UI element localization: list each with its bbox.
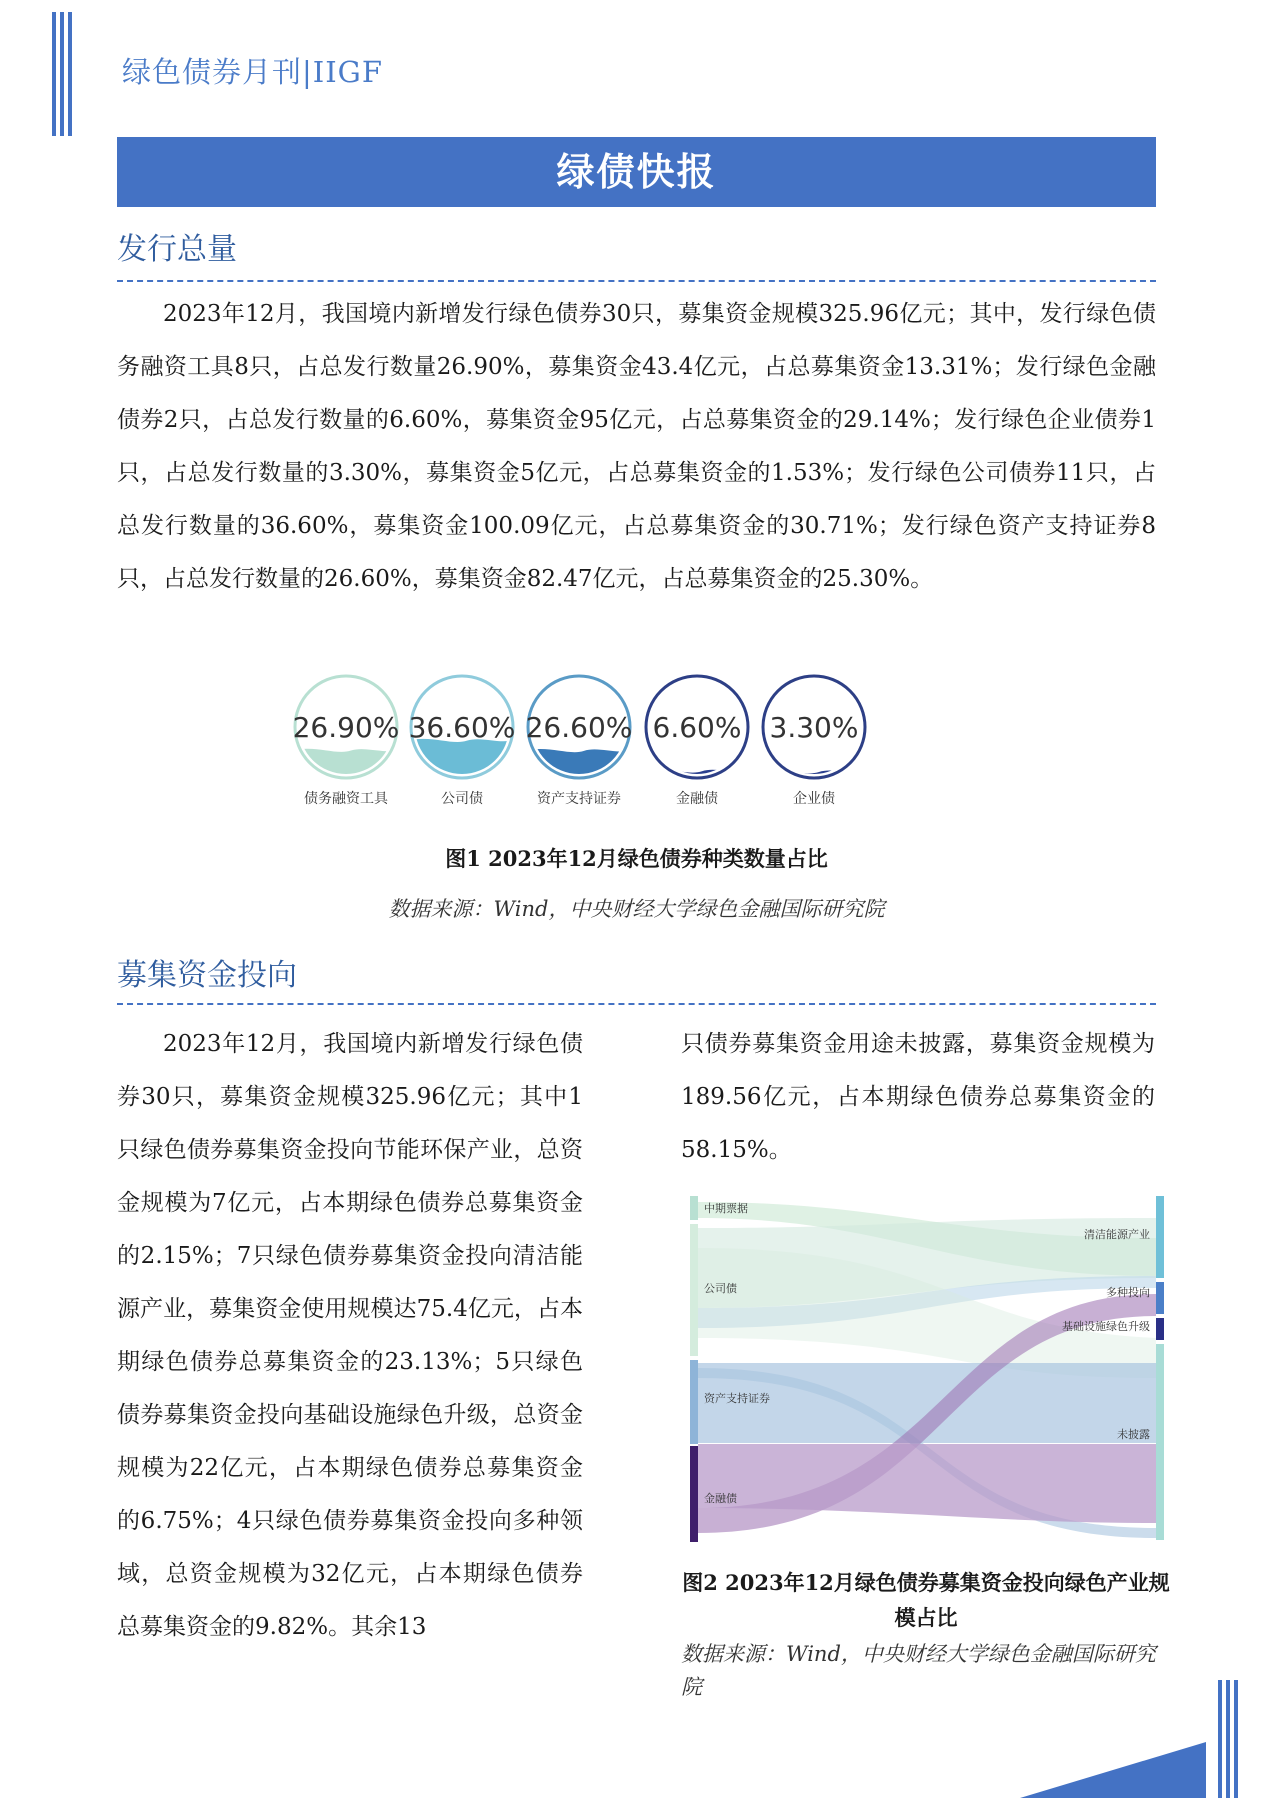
ring-item [407,672,517,808]
figure1-source: 数据来源：Wind，中央财经大学绿色金融国际研究院 [388,897,885,921]
section-divider [117,1003,1156,1005]
section-title-issuance: 发行总量 [117,232,237,267]
node-multi [1156,1282,1164,1314]
ring-label: 企业债 [793,791,835,807]
sankey-label-target: 基础设施绿色升级 [1062,1320,1150,1333]
figure2-caption: 图2 2023年12月绿色债券募集资金投向绿色产业规模占比 [682,1570,1170,1630]
sankey-label-target: 多种投向 [1106,1286,1150,1299]
figure2-source: 数据来源：Wind，中央财经大学绿色金融国际研究院 [681,1642,1156,1699]
header-title: 绿色债券月刊|IIGF [122,55,383,89]
section-divider [117,280,1156,282]
ring-label: 债务融资工具 [304,791,388,807]
decor-bar-1 [52,12,56,136]
ring-gauge [524,672,634,782]
ring-gauge [759,672,869,782]
node-weipilu [1156,1344,1164,1540]
sankey-label-target: 清洁能源产业 [1084,1228,1150,1241]
ring-gauge [407,672,517,782]
ring-value: 26.90% [292,711,400,744]
node-abs [690,1360,698,1444]
ring-label: 公司债 [441,791,483,807]
ring-item [291,672,401,808]
decor-bar-3 [68,12,72,136]
sankey-label-source: 公司债 [704,1282,737,1295]
ring-gauge [642,672,752,782]
ring-fill [642,769,752,782]
node-zhongqi [690,1196,698,1220]
sankey-chart [690,1188,1164,1548]
decor-bar-2 [60,12,64,136]
page-number: 2 [1151,1733,1165,1757]
ring-label: 资产支持证券 [537,791,621,807]
use-paragraph-right: 只债券募集资金用途未披露，募集资金规模为189.56亿元，占本期绿色债券总募集资金的58.15%。 [681,1031,1155,1163]
figure1-caption: 图1 2023年12月绿色债券种类数量占比 [445,846,828,871]
node-clean [1156,1196,1164,1278]
ring-item [524,672,634,808]
ring-value: 6.60% [652,711,742,744]
sankey-label-source: 金融债 [704,1492,737,1505]
issuance-paragraph: 2023年12月，我国境内新增发行绿色债券30只，募集资金规模325.96亿元；其中，发行绿色债务融资工具8只，占总发行数量26.90%，募集资金43.4亿元，占总募集资金13.31%；发行绿色金融债券2只，占总发行数量的6.60%，募集资金95亿元，占总募集资金的29.14%；发行绿色企业债券1只，占总发行数量的3.30%，募集资金5亿元，占总募集资金的1.53%；发行绿色公司债券11只，占总发行数量的36.60%，募集资金100.09亿元，占总募集资金的30.71%；发行绿色资产支持证券8只，占总发行数量的26.60%，募集资金82.47亿元，占总募集资金的25.30%。 [117,301,1156,592]
section-title-use: 募集资金投向 [117,958,297,993]
ring-label: 金融债 [676,791,718,807]
ring-value: 26.60% [525,711,633,744]
node-infra [1156,1318,1164,1340]
use-paragraph-left: 2023年12月，我国境内新增发行绿色债券30只，募集资金规模325.96亿元；其中1只绿色债券募集资金投向节能环保产业，总资金规模为7亿元，占本期绿色债券总募集资金的2.15%；7只绿色债券募集资金投向清洁能源产业，募集资金使用规模达75.4亿元，占本期绿色债券总募集资金的23.13%；5只绿色债券募集资金投向基础设施绿色升级，总资金规模为22亿元，占本期绿色债券总募集资金的6.75%；4只绿色债券募集资金投向多种领域，总资金规模为32亿元，占本期绿色债券总募集资金的9.82%。其余13 [117,1031,583,1640]
sankey-label-source: 资产支持证券 [704,1392,770,1405]
node-jinrong [690,1446,698,1542]
ring-fill [759,770,869,782]
ring-value: 36.60% [408,711,516,744]
node-gongsi [690,1224,698,1356]
ring-value: 3.30% [769,711,859,744]
ring-item [642,672,752,808]
ring-gauge [291,672,401,782]
sankey-label-target: 未披露 [1117,1428,1150,1441]
ring-item [759,672,869,808]
sankey-label-source: 中期票据 [704,1202,748,1215]
section-banner: 绿债快报 [117,137,1156,207]
